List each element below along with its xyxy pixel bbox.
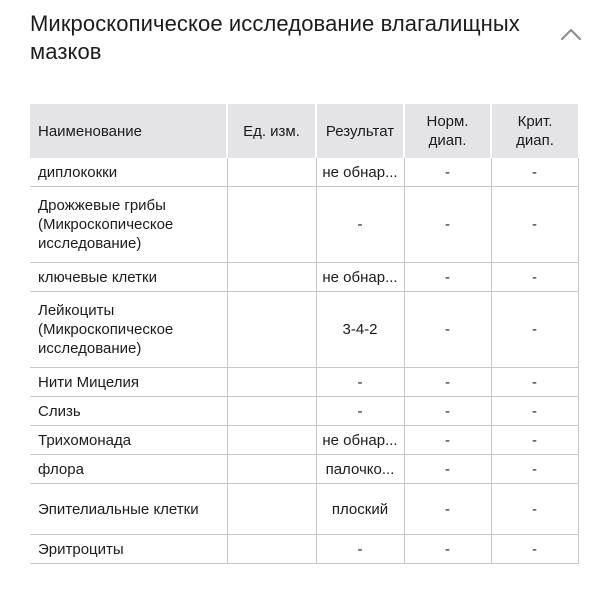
cell-norm-range: - — [404, 263, 491, 292]
cell-norm-range: - — [404, 484, 491, 535]
table-row — [30, 397, 578, 426]
cell-result: не обнар... — [316, 158, 404, 187]
cell-result: - — [316, 397, 404, 426]
cell-result: не обнар... — [316, 426, 404, 455]
cell-norm-range: - — [404, 368, 491, 397]
cell-result: - — [316, 535, 404, 564]
cell-crit-range: - — [491, 263, 578, 292]
cell-norm-range: - — [404, 426, 491, 455]
cell-name: Трихомонада — [30, 426, 227, 455]
cell-crit-range: - — [491, 455, 578, 484]
cell-unit — [227, 368, 316, 397]
header-crit-range: Крит. диап. — [491, 104, 578, 158]
header-result: Результат — [316, 104, 404, 158]
cell-name: Эритроциты — [30, 535, 227, 564]
cell-unit — [227, 397, 316, 426]
table-row — [30, 426, 578, 455]
cell-crit-range: - — [491, 158, 578, 187]
cell-norm-range: - — [404, 455, 491, 484]
section-header — [30, 10, 550, 66]
cell-name: ключевые клетки — [30, 263, 227, 292]
cell-crit-range: - — [491, 426, 578, 455]
section-title: Микроскопическое исследование влагалищных мазков — [30, 11, 520, 64]
cell-unit — [227, 263, 316, 292]
collapse-toggle-button[interactable] — [556, 22, 586, 46]
cell-name: Лейкоциты (Микроскопическое исследование) — [30, 292, 227, 368]
table-row — [30, 484, 578, 535]
table-row — [30, 455, 578, 484]
header-norm-range: Норм. диап. — [404, 104, 491, 158]
header-unit: Ед. изм. — [227, 104, 316, 158]
table-row — [30, 535, 578, 564]
cell-name: Слизь — [30, 397, 227, 426]
cell-unit — [227, 484, 316, 535]
cell-name: Эпителиальные клетки — [30, 484, 227, 535]
cell-result: палочко... — [316, 455, 404, 484]
cell-result: - — [316, 368, 404, 397]
cell-crit-range: - — [491, 484, 578, 535]
cell-norm-range: - — [404, 292, 491, 368]
results-table — [30, 104, 579, 564]
table-row — [30, 263, 578, 292]
cell-crit-range: - — [491, 187, 578, 263]
cell-name: флора — [30, 455, 227, 484]
cell-norm-range: - — [404, 187, 491, 263]
cell-unit — [227, 292, 316, 368]
cell-result: не обнар... — [316, 263, 404, 292]
cell-unit — [227, 426, 316, 455]
cell-norm-range: - — [404, 158, 491, 187]
cell-unit — [227, 187, 316, 263]
cell-result: - — [316, 187, 404, 263]
table-header-row — [30, 104, 578, 158]
cell-norm-range: - — [404, 535, 491, 564]
cell-name: диплококки — [30, 158, 227, 187]
cell-name: Дрожжевые грибы (Микроскопическое исследование) — [30, 187, 227, 263]
header-name: Наименование — [30, 104, 227, 158]
cell-crit-range: - — [491, 397, 578, 426]
table-row — [30, 292, 578, 368]
cell-result: 3-4-2 — [316, 292, 404, 368]
table-row — [30, 368, 578, 397]
cell-unit — [227, 535, 316, 564]
cell-crit-range: - — [491, 535, 578, 564]
table-row — [30, 187, 578, 263]
cell-crit-range: - — [491, 292, 578, 368]
table-row — [30, 158, 578, 187]
cell-result: плоский — [316, 484, 404, 535]
cell-crit-range: - — [491, 368, 578, 397]
cell-unit — [227, 158, 316, 187]
cell-name: Нити Мицелия — [30, 368, 227, 397]
cell-norm-range: - — [404, 397, 491, 426]
cell-unit — [227, 455, 316, 484]
chevron-up-icon — [560, 27, 582, 41]
